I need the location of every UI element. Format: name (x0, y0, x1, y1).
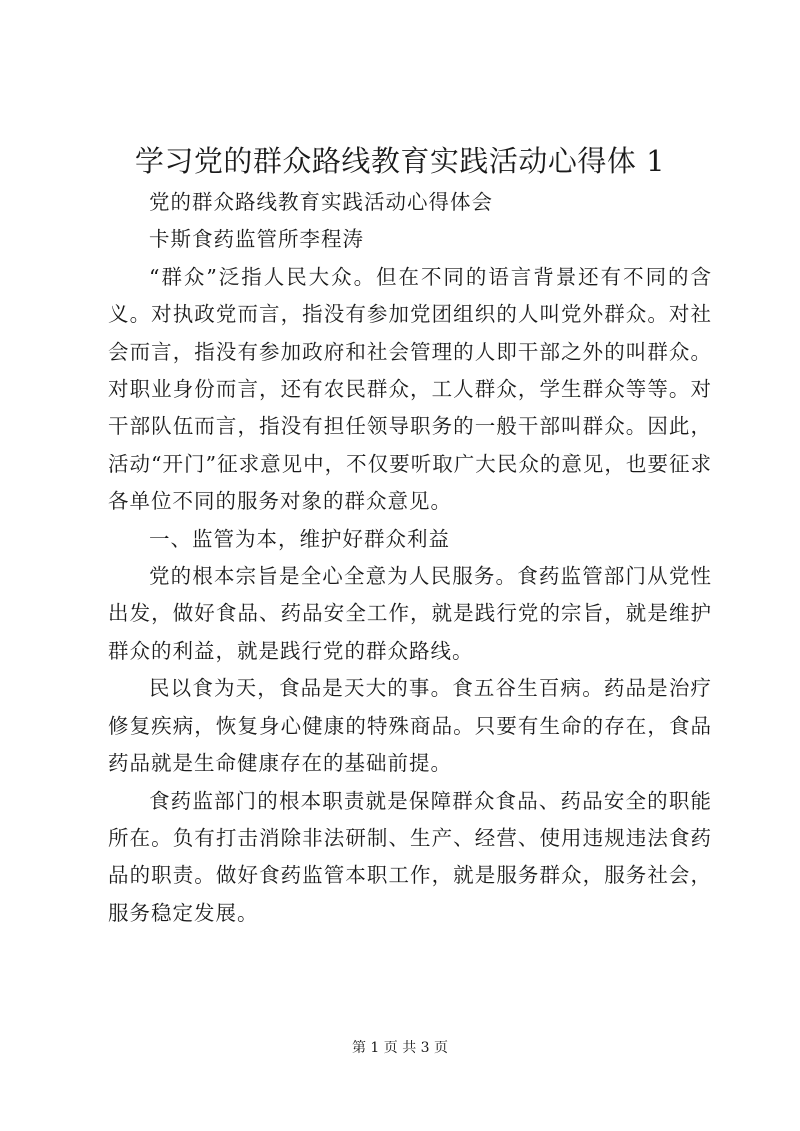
subtitle-paragraph: 党的群众路线教育实践活动心得体会 (149, 190, 493, 214)
body-paragraph: 党的根本宗旨是全心全意为人民服务。食药监管部门从党性出发，做好食品、药品安全工作，就是践行党的宗旨，就是维护群众的利益，就是践行党的群众路线。 (108, 564, 712, 663)
body-paragraph: 民以食为天，食品是天大的事。食五谷生百病。药品是治疗修复疾病，恢复身心健康的特殊商品。只要有生命的存在，食品药品就是生命健康存在的基础前提。 (108, 676, 712, 776)
page-footer: 第 1 页 共 3 页 (351, 1040, 449, 1056)
body-paragraph: “群众”泛指人民大众。但在不同的语言背景还有不同的含义。对执政党而言，指没有参加党团组织的人叫党外群众。对社会而言，指没有参加政府和社会管理的人即干部之外的叫群众。对职业身份而言，还有农民群众，工人群众，学生群众等等。对干部队伍而言，指没有担任领导职务的一般干部叫群众。因此，活动“开门”征求意见中，不仅要听取广大民众的意见，也要征求各单位不同的服务对象的群众意见。 (108, 264, 712, 514)
body-paragraph: 食药监部门的根本职责就是保障群众食品、药品安全的职能所在。负有打击消除非法研制、生产、经营、使用违规违法食药品的职责。做好食药监管本职工作，就是服务群众，服务社会，服务稳定发展。 (108, 788, 712, 925)
section-heading: 一、监管为本，维护好群众利益 (149, 526, 450, 551)
document-title: 学习党的群众路线教育实践活动心得体 1 (134, 144, 666, 178)
document-body (108, 184, 712, 932)
author-paragraph: 卡斯食药监管所李程涛 (149, 227, 364, 252)
